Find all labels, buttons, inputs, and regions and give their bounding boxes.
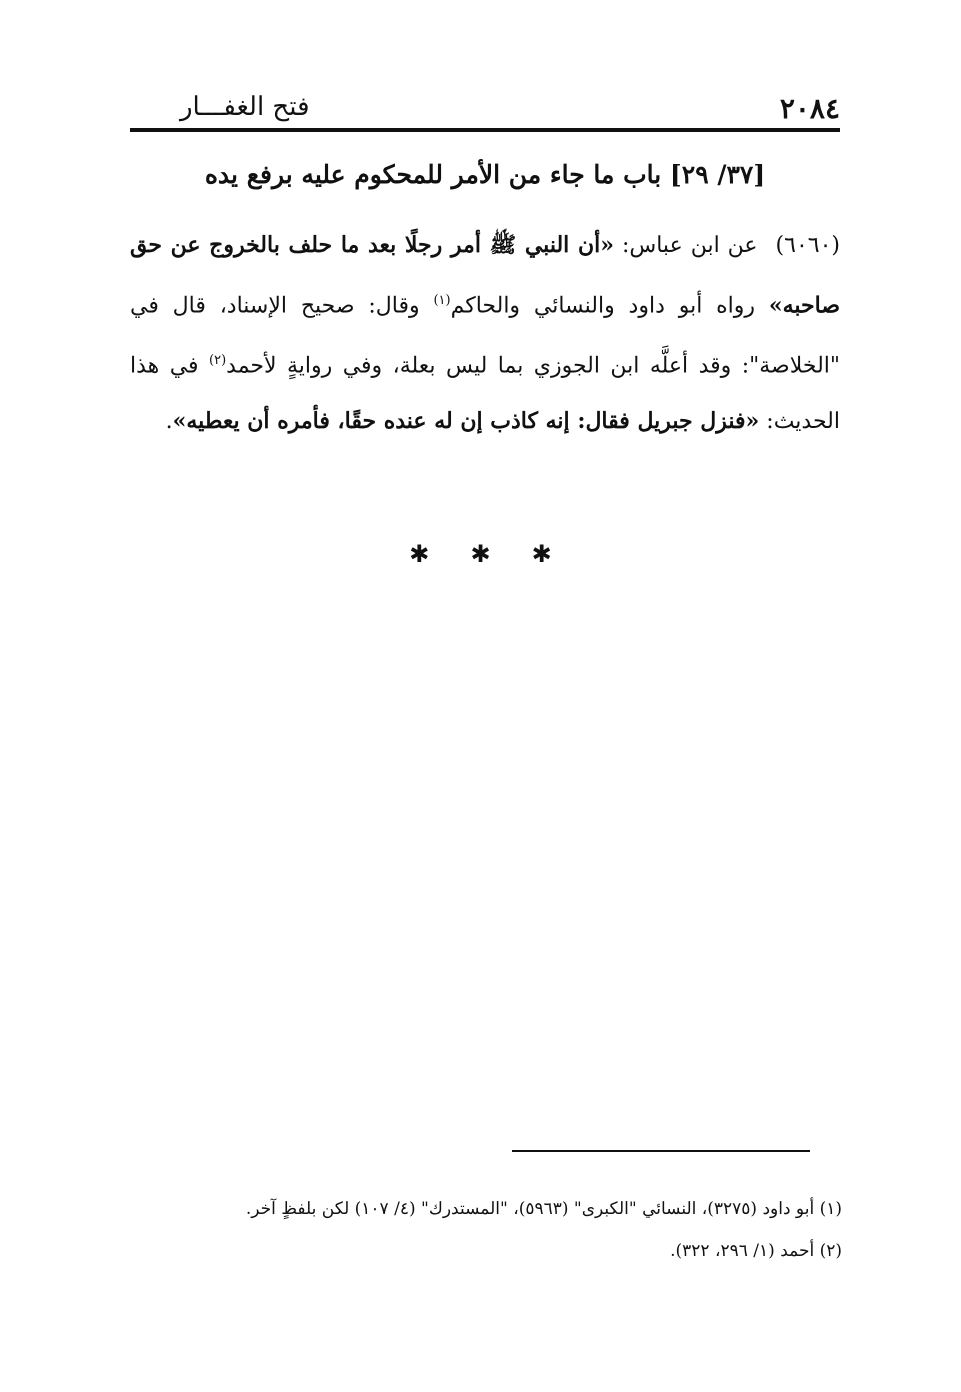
star-icon: ✱ xyxy=(409,540,430,568)
hadith-text-1: رواه أبو داود والنسائي والحاكم xyxy=(450,293,769,319)
hadith-text-2: وقال: صحيح الإسناد، قال في "الخلاصة": وقد أعلَّه ابن الجوزي بما ليس بعلة، وفي روايةٍ لأحمد xyxy=(130,293,841,379)
star-icon: ✱ xyxy=(470,540,491,568)
footnotes xyxy=(130,1188,842,1272)
header-rule xyxy=(130,128,840,132)
hadith-text-3: في هذا الحديث: xyxy=(130,353,840,434)
hadith-narrator: عن ابن عباس: xyxy=(613,233,758,258)
hadith-number: (٦٠٦٠) xyxy=(775,233,840,258)
footnote-rule xyxy=(512,1150,810,1152)
page-header xyxy=(130,92,840,126)
section-separator xyxy=(0,540,961,568)
footnote-ref-1: (١) xyxy=(433,293,451,308)
hadith-quote: «أن النبي ﷺ أمر رجلًا بعد ما حلف بالخروج عن حق صاحبه» xyxy=(130,232,840,319)
footnote-ref-2: (٢) xyxy=(209,353,227,369)
footnote-2: (٢) أحمد (١/ ٢٩٦، ٣٢٢). xyxy=(670,1241,842,1261)
hadith-paragraph xyxy=(130,218,840,449)
running-title: فتح الغفـــار xyxy=(180,92,310,122)
hadith-quote-2: «فنزل جبريل فقال: إنه كاذب إن له عنده حقًا، فأمره أن يعطيه» xyxy=(172,407,760,434)
footnote-1: (١) أبو داود (٣٢٧٥)، النسائي "الكبرى" (٥٩٦٣)، "المستدرك" (٤/ ١٠٧) لكن بلفظٍ آخر. xyxy=(245,1199,842,1219)
star-icon: ✱ xyxy=(531,540,552,568)
hadith-end: . xyxy=(165,408,173,434)
chapter-heading: [٣٧/ ٢٩] باب ما جاء من الأمر للمحكوم عليه برفع يده xyxy=(204,160,766,189)
page-number: ٢٠٨٤ xyxy=(779,92,840,125)
